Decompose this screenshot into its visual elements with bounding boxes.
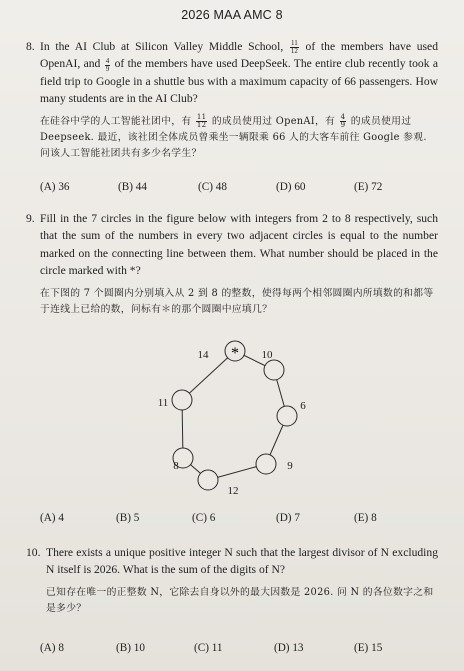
question-text-part: 的成员使用过 Deepseek. 最近，该社团全体成员曾乘坐一辆限乘 66 人的大客车前往 Google 参观. 问该人工智能社团共有多少名学生？ — [40, 115, 427, 159]
choice-label: (D) — [274, 642, 290, 654]
page-header: 2026 MAA AMC 8 — [181, 8, 283, 22]
choice-label: (C) — [194, 642, 209, 654]
choice-label: (A) — [40, 642, 56, 654]
circle-node[interactable] — [264, 360, 284, 380]
choice-value: 13 — [292, 642, 304, 654]
choice-b[interactable] — [118, 181, 147, 193]
choice-label: (C) — [198, 181, 213, 193]
fraction-4-9 — [340, 114, 347, 129]
question-text-part: In the AI Club at Silicon Valley Middle School, — [40, 40, 284, 53]
edge-label: 9 — [287, 460, 293, 472]
question-number: 8. — [26, 40, 35, 53]
choice-label: (E) — [354, 642, 369, 654]
choice-d[interactable] — [274, 642, 304, 654]
question-text-part: of the members have used OpenAI, and — [40, 40, 438, 71]
choice-value: 6 — [209, 512, 216, 524]
circle-figure — [150, 336, 330, 506]
question-text-part: 的成员使用过 OpenAI，有 — [211, 115, 336, 127]
choice-value: 44 — [135, 181, 147, 193]
choice-label: (B) — [116, 512, 131, 524]
choice-value: 8 — [371, 512, 377, 524]
choice-value: 10 — [133, 642, 145, 654]
choice-label: (D) — [276, 181, 292, 193]
choice-value: 60 — [294, 181, 306, 193]
edge-label: 14 — [197, 349, 209, 361]
choice-e[interactable] — [354, 642, 382, 654]
question-number: 10. — [26, 546, 41, 559]
circle-node[interactable] — [172, 390, 192, 410]
choice-label: (B) — [116, 642, 131, 654]
choice-label: (D) — [276, 512, 292, 524]
fraction-denominator: 12 — [196, 120, 207, 129]
choice-c[interactable] — [198, 181, 227, 193]
choice-value: 8 — [58, 642, 64, 654]
circles — [172, 341, 297, 490]
fraction-4-9 — [105, 58, 111, 73]
fraction-denominator: 9 — [105, 64, 110, 73]
choice-e[interactable] — [354, 181, 382, 193]
question-text-zh: 在下图的 7 个圆圈内分别填入从 2 到 8 的整数，使得每两个相邻圆圈内所填数的和都等于连线上已给的数，问标有＊的那个圆圈中应填几？ — [40, 287, 434, 315]
fraction-numerator: 4 — [105, 56, 110, 65]
edge-line — [182, 351, 235, 400]
choice-value: 4 — [58, 512, 64, 524]
choice-label: (A) — [40, 512, 56, 524]
question-text-part: 在硅谷中学的人工智能社团中，有 — [40, 115, 192, 127]
question-text-en — [40, 38, 438, 108]
question-number: 9. — [26, 212, 35, 225]
question-text-en: Fill in the 7 circles in the figure below with integers from 2 to 8 respectively, such that the sum of the numbers in every two adjacent circles is equal to the number marked on the connecting line between them. What number should be placed in the circle marked with *? — [40, 212, 438, 278]
fraction-numerator: 11 — [291, 39, 298, 48]
circle-node[interactable] — [277, 406, 297, 426]
choice-b[interactable] — [116, 512, 139, 524]
choice-a[interactable] — [40, 181, 70, 193]
choice-c[interactable] — [192, 512, 215, 524]
choice-label: (C) — [192, 512, 207, 524]
choice-label: (B) — [118, 181, 133, 193]
edge-label: 11 — [157, 397, 169, 409]
choice-e[interactable] — [354, 512, 377, 524]
choice-d[interactable] — [276, 181, 306, 193]
choice-label: (E) — [354, 181, 369, 193]
choice-label: (A) — [40, 181, 56, 193]
question-10 — [26, 544, 438, 617]
question-8 — [26, 38, 438, 162]
fraction-11-12 — [196, 114, 208, 129]
fraction-numerator: 11 — [196, 112, 207, 121]
fraction-numerator: 4 — [340, 112, 346, 121]
question-text-zh: 已知存在唯一的正整数 N，它除去自身以外的最大因数是 2026. 问 N 的各位数字之和是多少？ — [46, 586, 434, 614]
choice-a[interactable] — [40, 642, 64, 654]
circle-node[interactable] — [198, 470, 218, 490]
edge-label: 8 — [173, 460, 179, 472]
fraction-denominator: 9 — [340, 120, 346, 129]
fraction-denominator: 12 — [290, 47, 298, 56]
choice-label: (E) — [354, 512, 369, 524]
choice-value: 36 — [58, 181, 70, 193]
choice-d[interactable] — [276, 512, 300, 524]
edge-label: 6 — [300, 400, 306, 412]
question-text-zh — [40, 114, 438, 162]
choice-c[interactable] — [194, 642, 223, 654]
question-text-part: of the members have used DeepSeek. The entire club recently took a field trip to Google in a shuttle bus with a maximum capacity of 66 passengers. How many students are in the AI Club? — [40, 57, 439, 106]
circle-node[interactable] — [256, 454, 276, 474]
fraction-11-12 — [290, 40, 299, 55]
edge-label: 12 — [227, 485, 239, 497]
choice-value: 5 — [133, 512, 140, 524]
choice-value: 11 — [211, 642, 223, 654]
edge-label: 10 — [261, 349, 273, 361]
choice-value: 7 — [294, 512, 300, 524]
choice-a[interactable] — [40, 512, 64, 524]
star-mark: * — [231, 345, 239, 362]
question-text-en: There exists a unique positive integer N such that the largest divisor of N excluding N itself is 2026. What is the sum of the digits of N? — [46, 546, 438, 577]
choice-b[interactable] — [116, 642, 145, 654]
choice-value: 72 — [371, 181, 383, 193]
question-9 — [26, 210, 438, 318]
choice-value: 15 — [371, 642, 383, 654]
choice-value: 48 — [215, 181, 227, 193]
